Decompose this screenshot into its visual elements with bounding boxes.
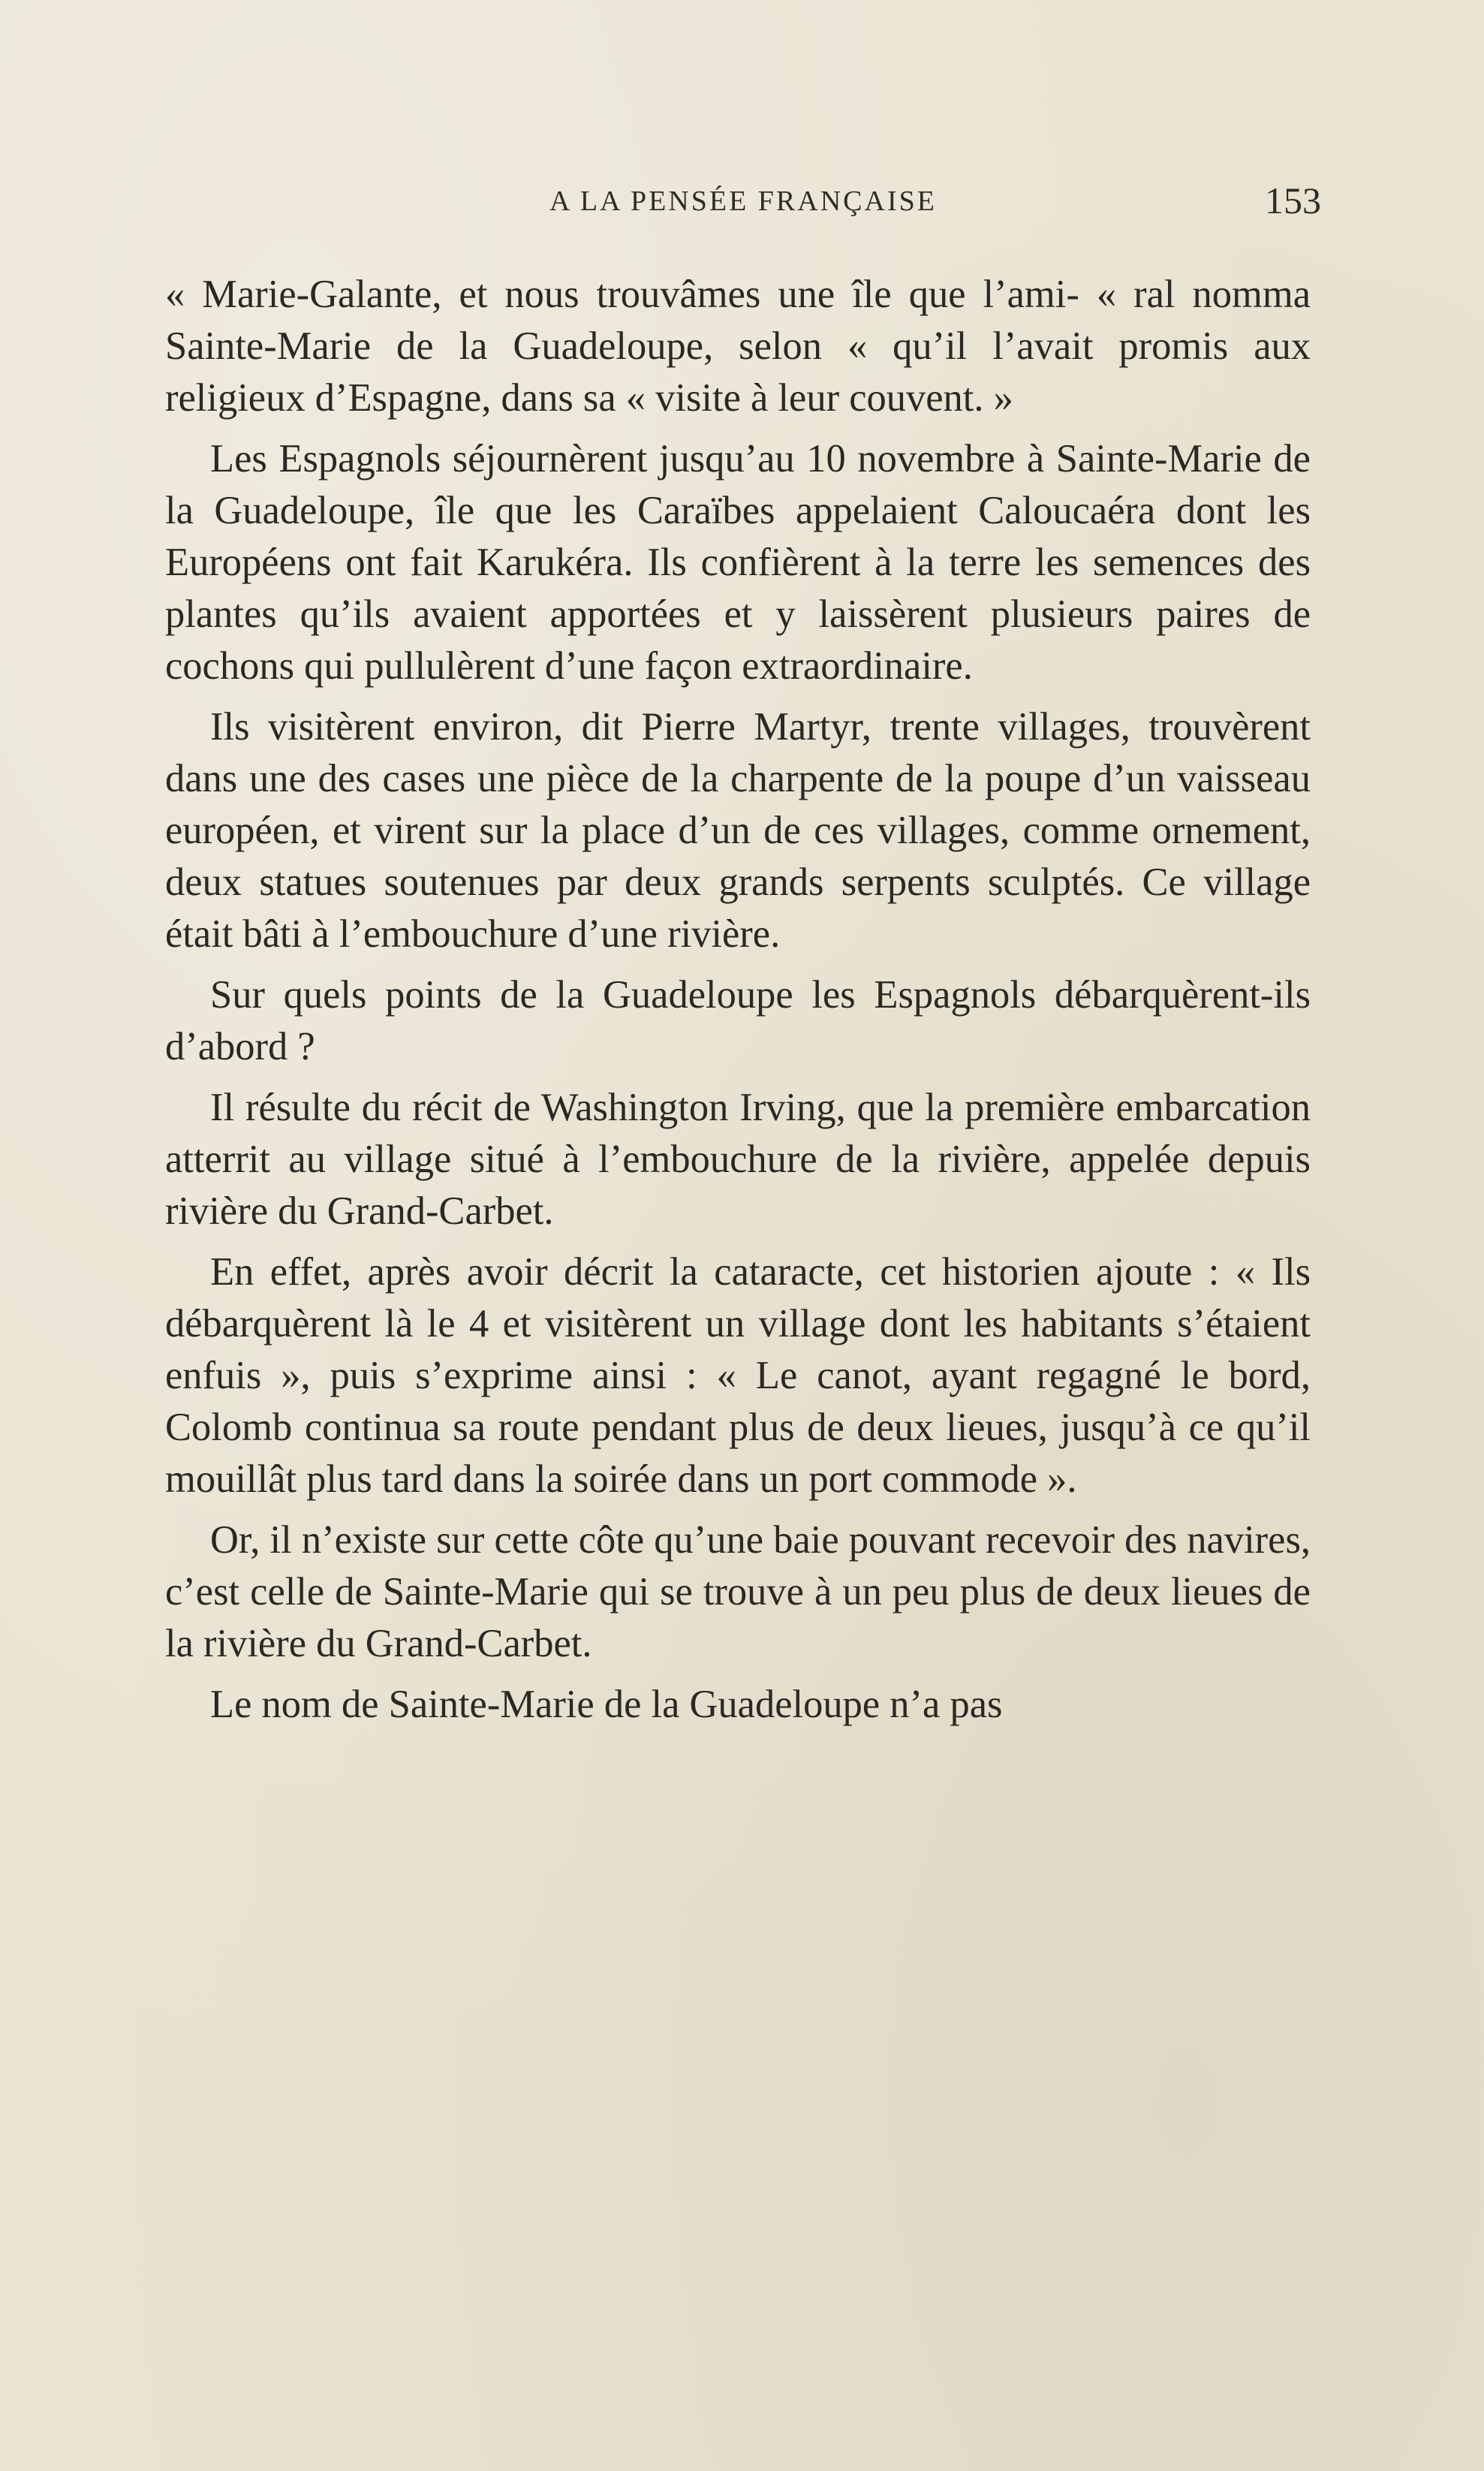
paragraph-cataracte: En effet, après avoir décrit la cataracte, cet historien ajoute : « Ils débarquèrent là le 4 et visitèrent un village dont les habitants s’étaient enfuis », puis s’exprime ainsi : « Le canot, ayant regagné le bord, Colomb continua sa route pendant plus de deux lieues, jusqu’à ce qu’il mouillât plus tard dans la soirée dans un port commode ». [165,1250,1311,1501]
page-number: 153 [1265,179,1321,221]
running-header [165,179,1321,224]
paragraph-sejour: Les Espagnols séjournèrent jusqu’au 10 novembre à Sainte-Marie de la Guadeloupe, île que les Caraïbes appelaient Caloucaéra dont les Européens ont fait Karukéra. Ils confièrent à la terre les semences des plantes qu’ils avaient apportées et y laissèrent plusieurs paires de cochons qui pullulèrent d’une façon extraordinaire. [165,437,1311,688]
paragraph-quote-continuation: « Marie-Galante, et nous trouvâmes une île que l’ami- « ral nomma Sainte-Marie de la Guadeloupe, selon « qu’il l’avait promis aux religieux d’Espagne, dans sa « visite à leur couvent. » [165,273,1311,420]
running-title: A LA PENSÉE FRANÇAISE [549,185,937,217]
body-text [165,269,1311,1735]
paragraph-nom: Le nom de Sainte-Marie de la Guadeloupe n’a pas [210,1683,1003,1726]
paragraph-baie: Or, il n’existe sur cette côte qu’une baie pouvant recevoir des navires, c’est celle de Sainte-Marie qui se trouve à un peu plus de deux lieues de la rivière du Grand-Carbet. [165,1518,1311,1665]
paragraph-villages: Ils visitèrent environ, dit Pierre Martyr, trente villages, trouvèrent dans une des cases une pièce de la charpente de la poupe d’un vaisseau européen, et virent sur la place d’un de ces villages, comme ornement, deux statues soutenues par deux grands serpents sculptés. Ce village était bâti à l’embouchure d’une rivière. [165,705,1311,956]
paragraph-question: Sur quels points de la Guadeloupe les Espagnols débarquèrent-ils d’abord ? [165,973,1311,1068]
paragraph-irving: Il résulte du récit de Washington Irving, que la première embarcation atterrit au village situé à l’embouchure de la rivière, appelée depuis rivière du Grand-Carbet. [165,1086,1311,1233]
